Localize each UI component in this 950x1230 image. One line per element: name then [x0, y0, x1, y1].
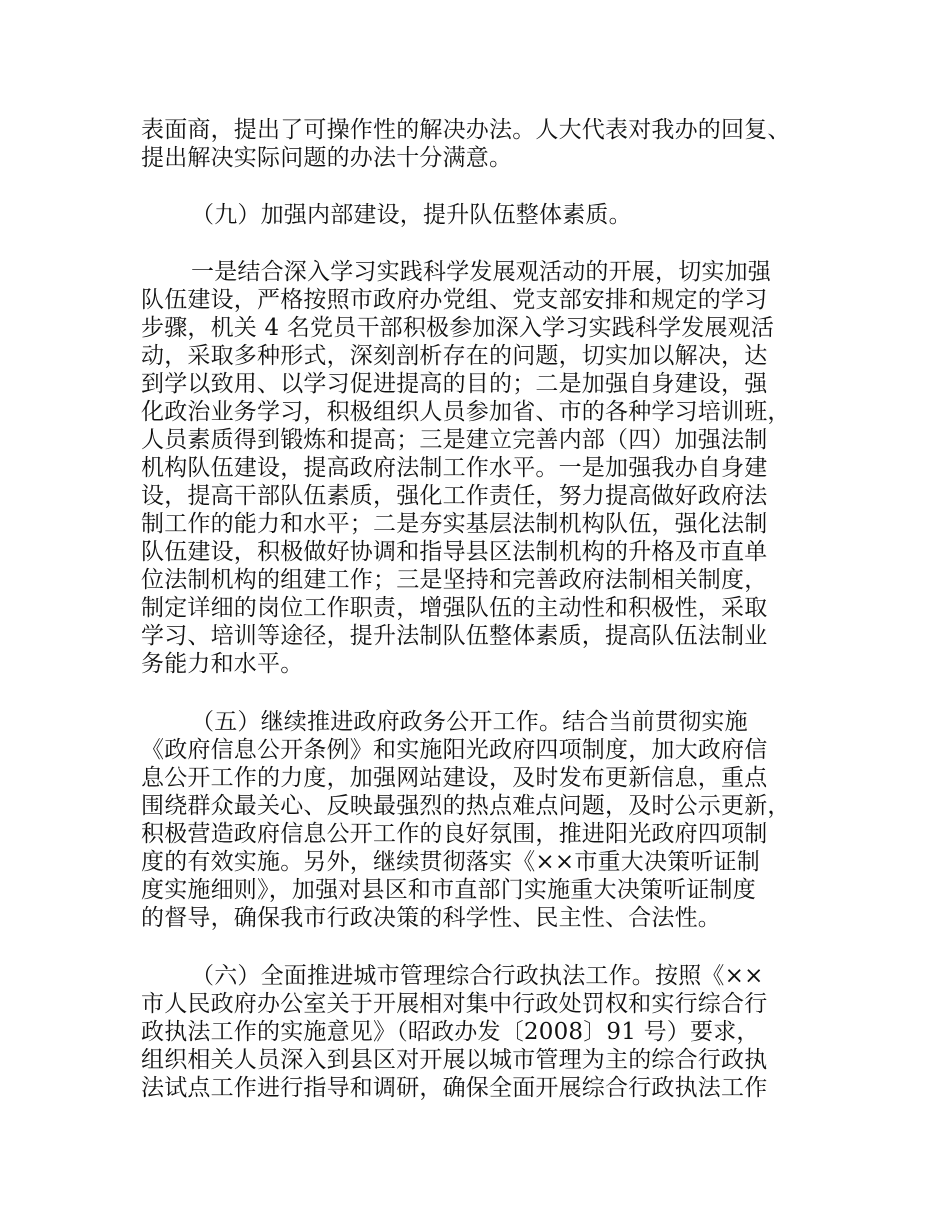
- text-line: 积极营造政府信息公开工作的良好氛围，推进阳光政府四项制: [141, 821, 768, 847]
- text-line: 度实施细则》，加强对县区和市直部门实施重大决策听证制度: [141, 877, 756, 903]
- text-line: 法试点工作进行指导和调研，确保全面开展综合行政执法工作: [141, 1075, 768, 1101]
- text-line: 步骤，机关 4 名党员干部积极参加深入学习实践科学发展观活: [141, 315, 775, 341]
- text-line: 市人民政府办公室关于开展相对集中行政处罚权和实行综合行: [141, 991, 768, 1017]
- text-line: 学习、培训等途径，提升法制队伍整体素质，提高队伍法制业: [141, 623, 768, 649]
- text-line: 化政治业务学习，积极组织人员参加省、市的各种学习培训班，: [141, 399, 791, 425]
- text-line: 的督导，确保我市行政决策的科学性、民主性、合法性。: [141, 905, 721, 931]
- text-line: 度的有效实施。另外，继续贯彻落实《××市重大决策听证制: [141, 849, 760, 875]
- text-line: 设，提高干部队伍素质，强化工作责任，努力提高做好政府法: [141, 483, 768, 509]
- section-heading: （九）加强内部建设，提升队伍整体素质。: [191, 202, 632, 228]
- text-line: 围绕群众最关心、反映最强烈的热点难点问题，及时公示更新，: [141, 793, 791, 819]
- text-line: 队伍建设，严格按照市政府办党组、党支部安排和规定的学习: [141, 287, 768, 313]
- text-line: 队伍建设，积极做好协调和指导县区法制机构的升格及市直单: [141, 539, 768, 565]
- text-line: 息公开工作的力度，加强网站建设，及时发布更新信息，重点: [141, 765, 768, 791]
- text-line: 表面商，提出了可操作性的解决办法。人大代表对我办的回复、: [141, 117, 791, 143]
- text-line: （五）继续推进政府政务公开工作。结合当前贯彻实施: [191, 709, 748, 735]
- text-line: 组织相关人员深入到县区对开展以城市管理为主的综合行政执: [141, 1047, 768, 1073]
- text-line: 制工作的能力和水平；二是夯实基层法制机构队伍，强化法制: [141, 511, 768, 537]
- text-line: 务能力和水平。: [141, 651, 304, 677]
- text-line: （六）全面推进城市管理综合行政执法工作。按照《××: [191, 963, 764, 989]
- text-line: 制定详细的岗位工作职责，增强队伍的主动性和积极性，采取: [141, 595, 768, 621]
- text-line: 动，采取多种形式，深刻剖析存在的问题，切实加以解决，达: [141, 343, 768, 369]
- text-line: 一是结合深入学习实践科学发展观活动的开展，切实加强: [191, 259, 771, 285]
- text-line: 位法制机构的组建工作；三是坚持和完善政府法制相关制度，: [141, 567, 768, 593]
- text-line: 人员素质得到锻炼和提高；三是建立完善内部（四）加强法制: [141, 427, 768, 453]
- text-line: 到学以致用、以学习促进提高的目的；二是加强自身建设，强: [141, 371, 768, 397]
- text-line: 提出解决实际问题的办法十分满意。: [141, 145, 513, 171]
- text-line: 政执法工作的实施意见》（昭政办发〔2008〕91 号）要求，: [141, 1019, 760, 1045]
- text-line: 机构队伍建设，提高政府法制工作水平。一是加强我办自身建: [141, 455, 768, 481]
- text-line: 《政府信息公开条例》和实施阳光政府四项制度，加大政府信: [141, 737, 768, 763]
